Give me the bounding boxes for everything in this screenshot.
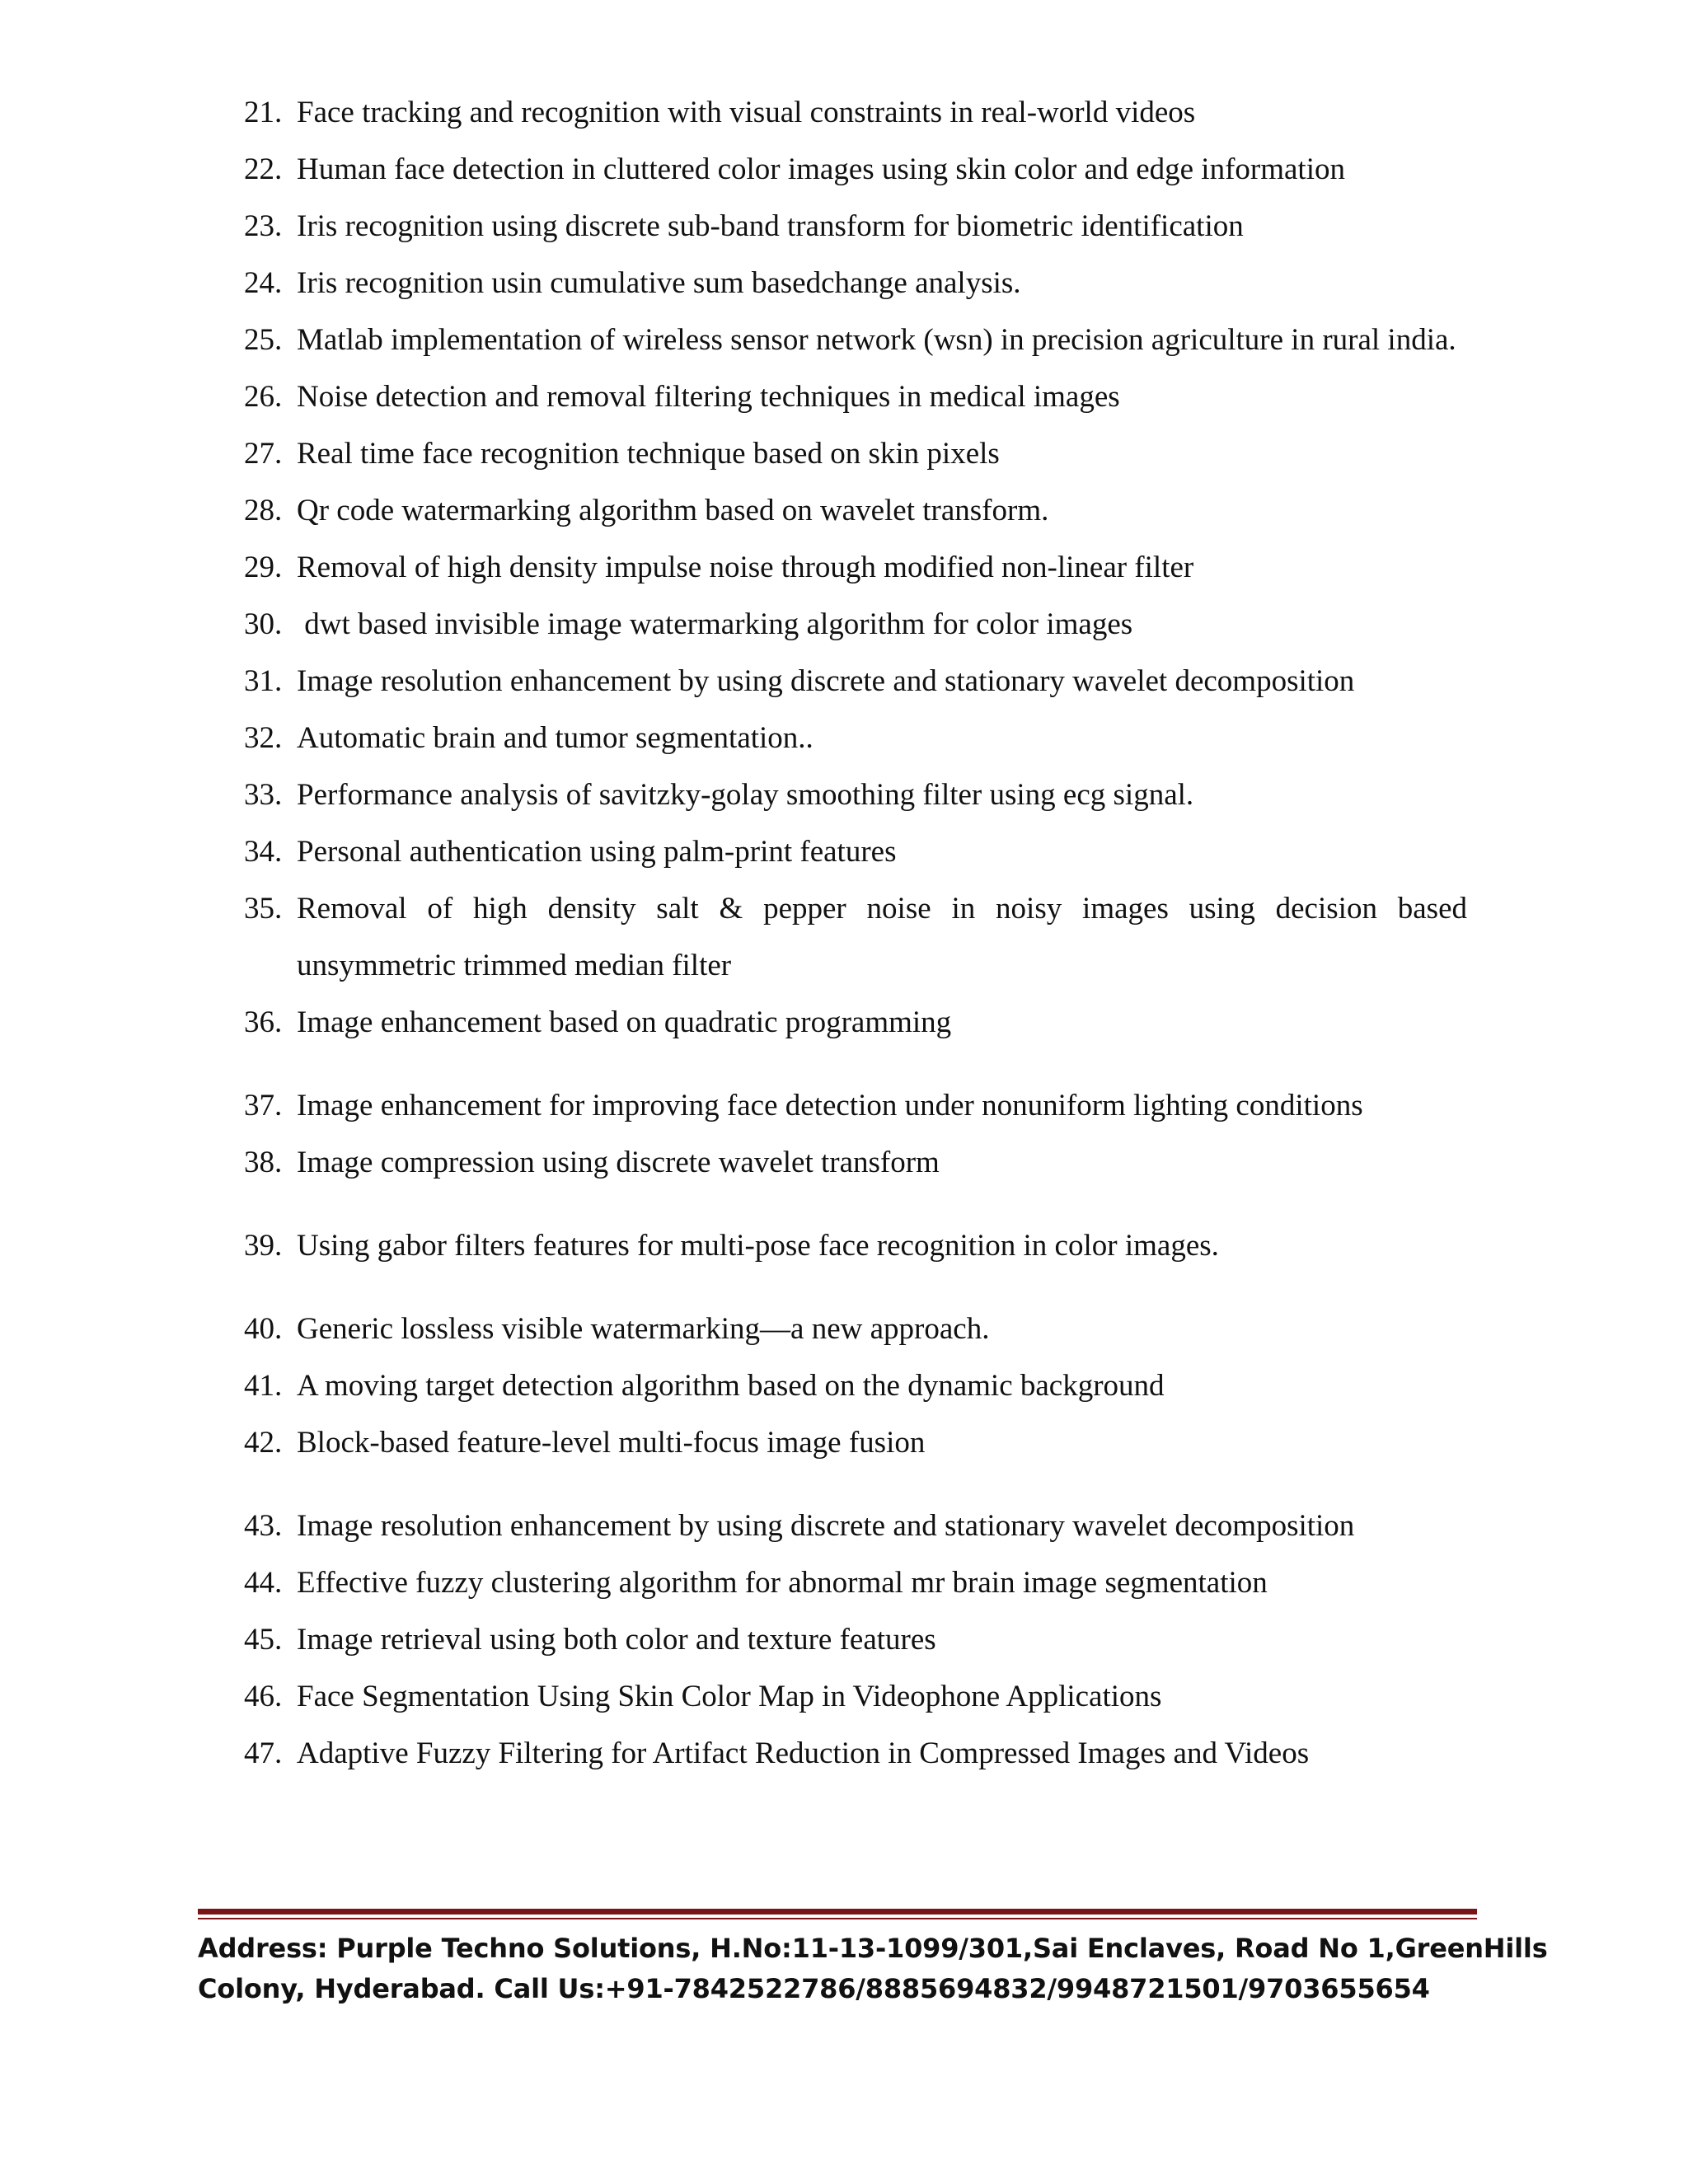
item-text: Image retrieval using both color and texture features [297, 1623, 936, 1657]
item-number: 22. [244, 152, 283, 186]
item-number: 35. [244, 892, 283, 926]
item-number: 43. [244, 1509, 283, 1543]
project-title-list [244, 84, 1467, 1782]
footer-address-line-2: Colony, Hyderabad. Call Us:+91-7842522786/8885694832/9948721501/9703655654 [198, 1973, 1430, 2004]
footer-address [198, 1929, 1548, 2009]
item-text: Human face detection in cluttered color images using skin color and edge information [297, 152, 1345, 186]
list-item [244, 596, 1467, 653]
list-item [244, 425, 1467, 482]
item-text: Real time face recognition technique based on skin pixels [297, 437, 1000, 471]
list-item [244, 198, 1467, 255]
list-item [244, 1414, 1467, 1471]
list-item [244, 1725, 1467, 1782]
list-item [244, 1217, 1467, 1274]
item-number: 41. [244, 1369, 283, 1403]
list-item [244, 312, 1467, 368]
list-item [244, 1611, 1467, 1668]
item-text: Face tracking and recognition with visual constraints in real-world videos [297, 96, 1196, 129]
list-item [244, 1301, 1467, 1357]
item-number: 46. [244, 1680, 283, 1713]
item-number: 39. [244, 1229, 283, 1263]
list-item [244, 880, 1467, 994]
item-number: 37. [244, 1089, 283, 1122]
list-item [244, 1554, 1467, 1611]
list-item [244, 1077, 1467, 1134]
item-text: Effective fuzzy clustering algorithm for abnormal mr brain image segmentation [297, 1566, 1268, 1600]
item-text: Removal of high density salt & pepper noise in noisy images using decision based unsymmetric trimmed median filter [297, 892, 1467, 982]
item-text: Face Segmentation Using Skin Color Map in Videophone Applications [297, 1680, 1162, 1713]
list-item [244, 368, 1467, 425]
item-text: Matlab implementation of wireless sensor network (wsn) in precision agriculture in rural india. [297, 323, 1456, 357]
item-text: Using gabor filters features for multi-pose face recognition in color images. [297, 1229, 1219, 1263]
item-text: Qr code watermarking algorithm based on wavelet transform. [297, 494, 1049, 527]
list-item [244, 255, 1467, 312]
item-text: Image enhancement based on quadratic programming [297, 1005, 952, 1039]
item-number: 47. [244, 1736, 283, 1770]
item-text: Image compression using discrete wavelet transform [297, 1146, 940, 1179]
item-text: Noise detection and removal filtering techniques in medical images [297, 380, 1120, 414]
item-number: 25. [244, 323, 283, 357]
item-text: Image resolution enhancement by using discrete and stationary wavelet decomposition [297, 664, 1355, 698]
item-text: Automatic brain and tumor segmentation.. [297, 721, 814, 755]
footer-address-line-1: Address: Purple Techno Solutions, H.No:11-13-1099/301,Sai Enclaves, Road No 1,GreenHills [198, 1933, 1548, 1964]
footer-rule-thin [198, 1918, 1477, 1919]
item-number: 28. [244, 494, 283, 527]
list-item [244, 482, 1467, 539]
list-item [244, 141, 1467, 198]
item-number: 36. [244, 1005, 283, 1039]
item-number: 29. [244, 551, 283, 584]
item-number: 24. [244, 266, 283, 300]
item-text: dwt based invisible image watermarking algorithm for color images [297, 607, 1133, 641]
list-item [244, 84, 1467, 141]
item-number: 32. [244, 721, 283, 755]
list-item [244, 823, 1467, 880]
list-item [244, 653, 1467, 710]
footer-rule-thick [198, 1909, 1477, 1915]
item-text: Personal authentication using palm-print features [297, 835, 897, 869]
item-number: 40. [244, 1312, 283, 1346]
item-text: Iris recognition usin cumulative sum basedchange analysis. [297, 266, 1021, 300]
item-number: 44. [244, 1566, 283, 1600]
item-text: Generic lossless visible watermarking—a new approach. [297, 1312, 990, 1346]
item-number: 26. [244, 380, 283, 414]
item-text: Block-based feature-level multi-focus image fusion [297, 1426, 926, 1460]
item-number: 33. [244, 778, 283, 812]
item-number: 31. [244, 664, 283, 698]
item-text: Adaptive Fuzzy Filtering for Artifact Reduction in Compressed Images and Videos [297, 1736, 1310, 1770]
list-item [244, 1497, 1467, 1554]
item-text: Image resolution enhancement by using discrete and stationary wavelet decomposition [297, 1509, 1355, 1543]
item-number: 27. [244, 437, 283, 471]
item-number: 45. [244, 1623, 283, 1657]
list-item [244, 994, 1467, 1051]
item-number: 38. [244, 1146, 283, 1179]
item-number: 34. [244, 835, 283, 869]
item-text: Performance analysis of savitzky-golay smoothing filter using ecg signal. [297, 778, 1194, 812]
list-item [244, 1668, 1467, 1725]
list-item [244, 766, 1467, 823]
item-text: Image enhancement for improving face detection under nonuniform lighting conditions [297, 1089, 1363, 1122]
item-number: 23. [244, 209, 283, 243]
list-item [244, 1134, 1467, 1191]
item-number: 30. [244, 607, 283, 641]
item-text: Iris recognition using discrete sub-band transform for biometric identification [297, 209, 1244, 243]
item-text: Removal of high density impulse noise through modified non-linear filter [297, 551, 1194, 584]
item-number: 42. [244, 1426, 283, 1460]
item-text: A moving target detection algorithm based on the dynamic background [297, 1369, 1165, 1403]
list-item [244, 710, 1467, 766]
list-item [244, 539, 1467, 596]
item-number: 21. [244, 96, 283, 129]
list-item [244, 1357, 1467, 1414]
